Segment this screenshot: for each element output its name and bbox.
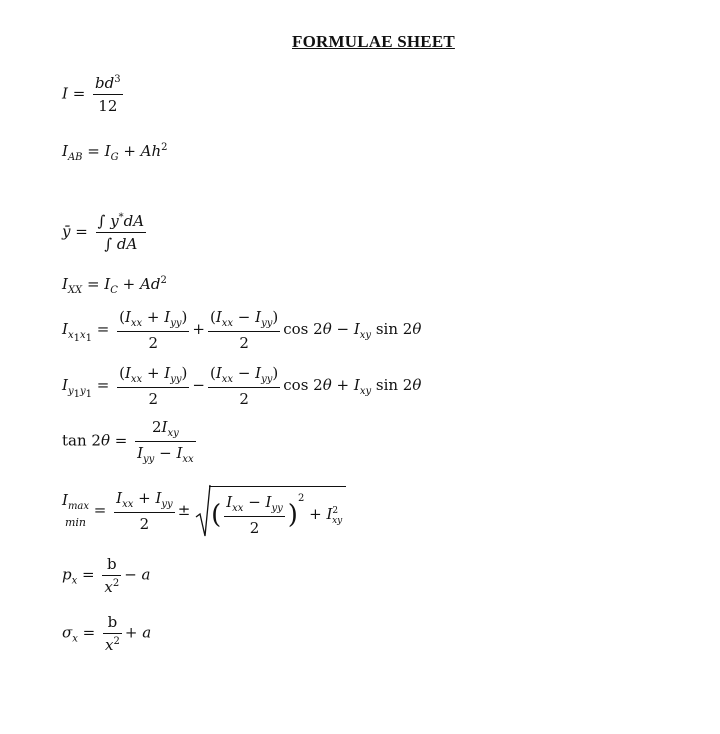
formula-centroid: ȳ = $\frac{\int y^*dA}{\int dA}$ — [62, 212, 145, 253]
formula-rotated-x1x1: $I_{x_1x_1}$ = $(I_{xx} + I_{yy})$ 2 + $(I_{xx} - I_{yy})$ 2 $\cos 2\theta - I_{xy}$ sin 2θ — [62, 308, 422, 352]
formula-principal-moments: $I_{max}$ min = $I_{xx} + I_{yy}$ 2 ± ( $I_{xx} - I_{yy}$ 2 )$^2 + I^2_{xy}$ — [62, 483, 346, 539]
formula-rotated-y1y1: $I_{y_1y_1}$ = $(I_{xx} + I_{yy})$ 2 − $(I_{xx} - I_{yy})$ 2 $\cos 2\theta + I_{xy}$ sin 2θ — [62, 364, 422, 408]
formula-transfer: $I_{XX} = I_C + Ad^2$ — [62, 275, 167, 296]
formula-p-x: $p_x$ = $\frac{b}{x^2}$ − a — [62, 555, 151, 596]
page-title: FORMULAE SHEET — [292, 32, 455, 51]
formula-parallel-axis: $I_{AB} = I_G + Ah^2$ — [62, 142, 168, 163]
formula-principal-angle: tan 2θ = $2I_{xy}$ $I_{yy} - I_{xx}$ — [62, 418, 194, 465]
formula-sigma-x: $\sigma_x$ = $\frac{b}{x^2}$ + a — [62, 613, 152, 654]
formula-second-moment: I = $\frac{bd^3}{12}$ — [62, 74, 121, 115]
